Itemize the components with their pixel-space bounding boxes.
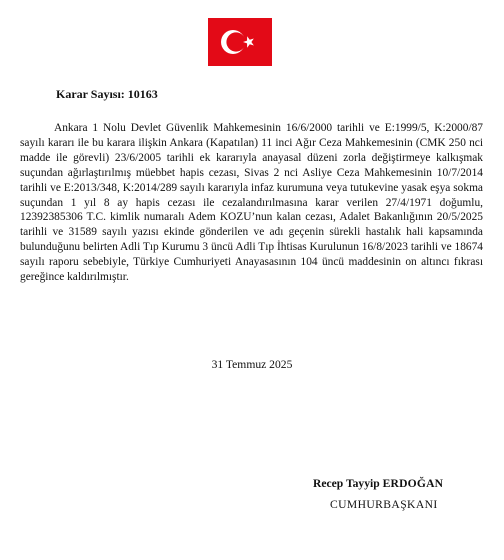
signatory-title: CUMHURBAŞKANI [330, 498, 438, 511]
flag-crescent-inner [226, 32, 245, 51]
signatory-name [313, 477, 443, 490]
signatory-given-names: Recep Tayyip [313, 477, 380, 490]
decree-body: Ankara 1 Nolu Devlet Güvenlik Mahkemesinin 16/6/2000 tarihli ve E:1999/5, K:2000/87 sayılı kararı ile bu karara ilişkin Ankara (Kapatılan) 11 inci Ağır Ceza Mahkemesinin (CMK 250 nci madde ile görevli) 23/6/2005 tarihli ek kararıyla anayasal düzeni zorla değiştirmeye kalkışmak suçundan ağırlaştırılmış müebbet hapis cezası, Sivas 2 nci Asliye Ceza Mahkemesinin 10/7/2014 tarihli ve E:2013/348, K:2014/289 sayılı kararıyla infaz kurumuna veya tutukevine yasak eşya sokma suçundan 1 yıl 8 ay hapis cezası ile cezalandırılmasına karar verilen 27/4/1971 doğumlu, 12392385306 T.C. kimlik numaralı Adem KOZU’nun kalan cezası, Adalet Bakanlığının 20/5/2025 tarihli ve 31589 sayılı yazısı ekinde gönderilen ve adı geçenin sürekli hastalık hali kapsamında bulunduğunu belirten Adli Tıp Kurumu 3 üncü Adli Tıp İhtisas Kurulunun 16/8/2023 tarihli ve 18674 sayılı raporu sebebiyle, Türkiye Cumhuriyeti Anayasasının 104 üncü maddesinin on altıncı fıkrası gereğince kaldırılmıştır. [20, 122, 483, 284]
decree-number: Karar Sayısı: 10163 [56, 87, 158, 101]
signatory-surname: ERDOĞAN [382, 477, 444, 490]
decree-date: 31 Temmuz 2025 [211, 358, 293, 371]
turkish-flag-icon [208, 18, 272, 66]
